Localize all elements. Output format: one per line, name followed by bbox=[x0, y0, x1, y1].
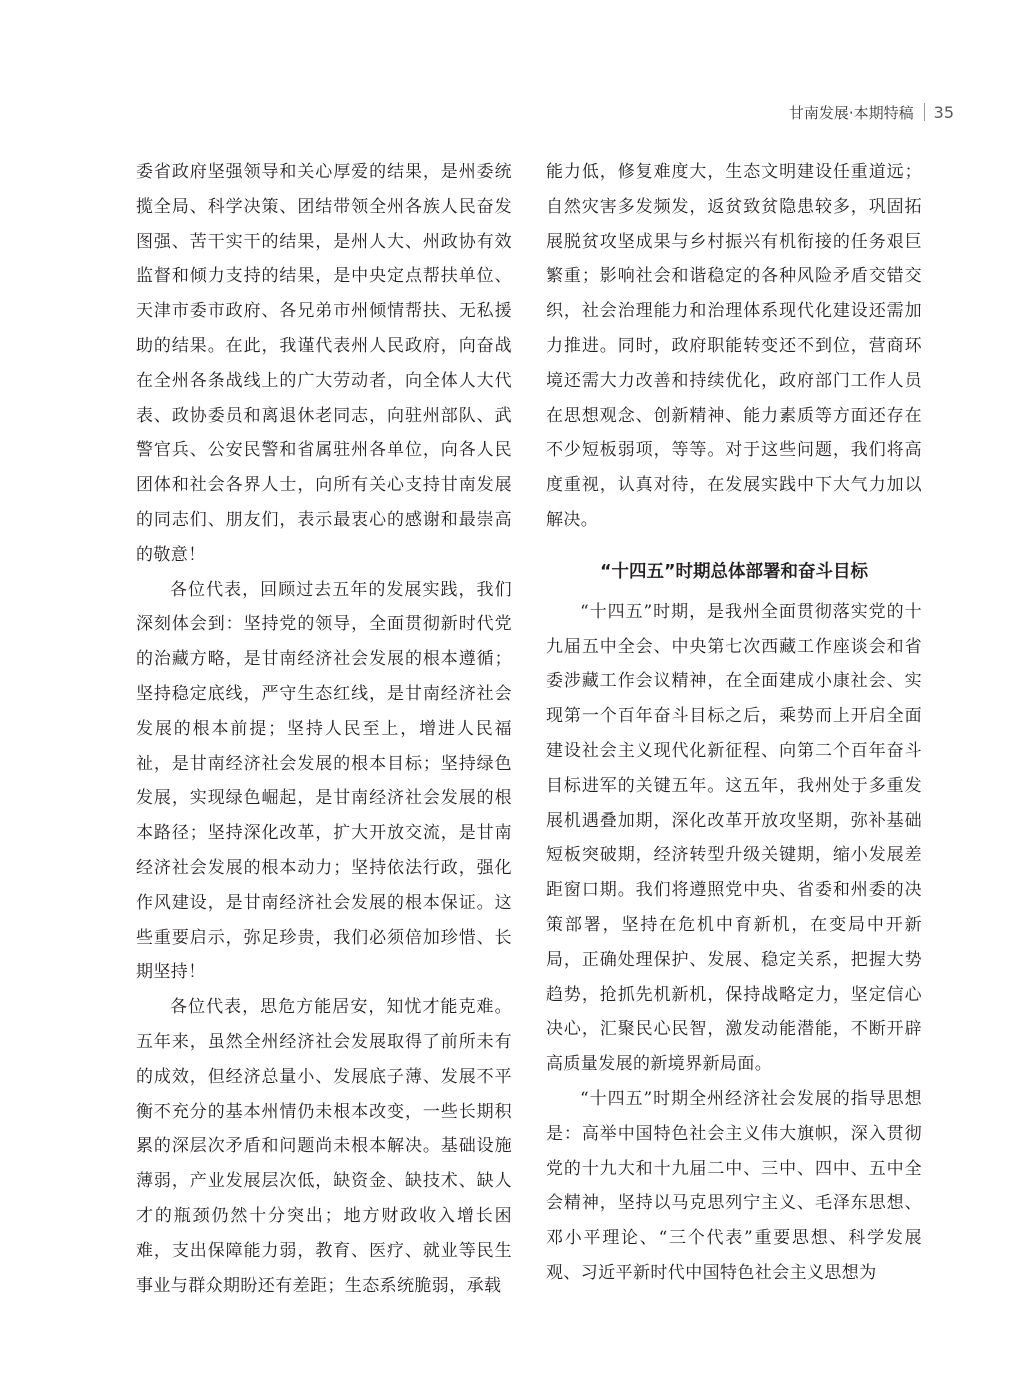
section-title: 甘南发展·本期特稿 bbox=[788, 103, 914, 122]
left-column bbox=[136, 155, 512, 1303]
header-divider bbox=[924, 103, 925, 121]
paragraph: “十四五”时期全州经济社会发展的指导思想是：高举中国特色社会主义伟大旗帜，深入贯彻党的十九大和十九届二中、三中、四中、五中全会精神，坚持以马克思列宁主义、毛泽东思想、邓小平理论、“三个代表”重要思想、科学发展观、习近平新时代中国特色社会主义思想为 bbox=[546, 1088, 922, 1283]
paragraph: 各位代表，回顾过去五年的发展实践，我们深刻体会到：坚持党的领导，全面贯彻新时代党的治藏方略，是甘南经济社会发展的根本遵循；坚持稳定底线，严守生态红线，是甘南经济社会发展的根本前提；坚持人民至上，增进人民福祉，是甘南经济社会发展的根本目标；坚持绿色发展，实现绿色崛起，是甘南经济社会发展的根本路径；坚持深化改革，扩大开放交流，是甘南经济社会发展的根本动力；坚持依法行政，强化作风建设，是甘南经济社会发展的根本保证。这些重要启示，弥足珍贵，我们必须倍加珍惜、长期坚持！ bbox=[136, 579, 512, 983]
paragraph: 委省政府坚强领导和关心厚爱的结果，是州委统揽全局、科学决策、团结带领全州各族人民奋发图强、苦干实干的结果，是州人大、州政协有效监督和倾力支持的结果，是中央定点帮扶单位、天津市委市政府、各兄弟市州倾情帮扶、无私援助的结果。在此，我谨代表州人民政府，向奋战在全州各条战线上的广大劳动者，向全体人大代表、政协委员和离退休老同志，向驻州部队、武警官兵、公安民警和省属驻州各单位，向各人民团体和社会各界人士，向所有关心支持甘南发展的同志们、朋友们，表示最衷心的感谢和最崇高的敬意！ bbox=[136, 162, 512, 565]
section-heading: “十四五”时期总体部署和奋斗目标 bbox=[599, 561, 868, 582]
running-header bbox=[789, 98, 954, 126]
paragraph: 各位代表，思危方能居安，知忧才能克难。五年来，虽然全州经济社会发展取得了前所未有的成效，但经济总量小、发展底子薄、发展不平衡不充分的基本州情仍未根本改变，一些长期积累的深层次矛盾和问题尚未根本解决。基础设施薄弱，产业发展层次低，缺资金、缺技术、缺人才的瓶颈仍然十分突出；地方财政收入增长困难，支出保障能力弱，教育、医疗、就业等民生事业与群众期盼还有差距；生态系统脆弱，承载 bbox=[136, 997, 512, 1296]
page-number: 35 bbox=[933, 102, 954, 122]
paragraph: 能力低，修复难度大，生态文明建设任重道远；自然灾害多发频发，返贫致贫隐患较多，巩固拓展脱贫攻坚成果与乡村振兴有机衔接的任务艰巨繁重；影响社会和谐稳定的各种风险矛盾交错交织，社会治理能力和治理体系现代化建设还需加力推进。同时，政府职能转变还不到位，营商环境还需大力改善和持续优化，政府部门工作人员在思想观念、创新精神、能力素质等方面还存在不少短板弱项，等等。对于这些问题，我们将高度重视，认真对待，在发展实践中下大气力加以解决。 bbox=[546, 162, 922, 530]
right-column bbox=[546, 155, 922, 1291]
paragraph: “十四五”时期，是我州全面贯彻落实党的十九届五中全会、中央第七次西藏工作座谈会和省委涉藏工作会议精神，在全面建成小康社会、实现第一个百年奋斗目标之后，乘势而上开启全面建设社会主义现代化新征程、向第二个百年奋斗目标进军的关键五年。这五年，我州处于多重发展机遇叠加期，深化改革开放攻坚期，弥补基础短板突破期，经济转型升级关键期，缩小发展差距窗口期。我们将遵照党中央、省委和州委的决策部署，坚持在危机中育新机，在变局中开新局，正确处理保护、发展、稳定关系，把握大势趋势，抢抓先机新机，保持战略定力，坚定信心决心，汇聚民心民智，激发动能潜能，不断开辟高质量发展的新境界新局面。 bbox=[546, 601, 922, 1075]
